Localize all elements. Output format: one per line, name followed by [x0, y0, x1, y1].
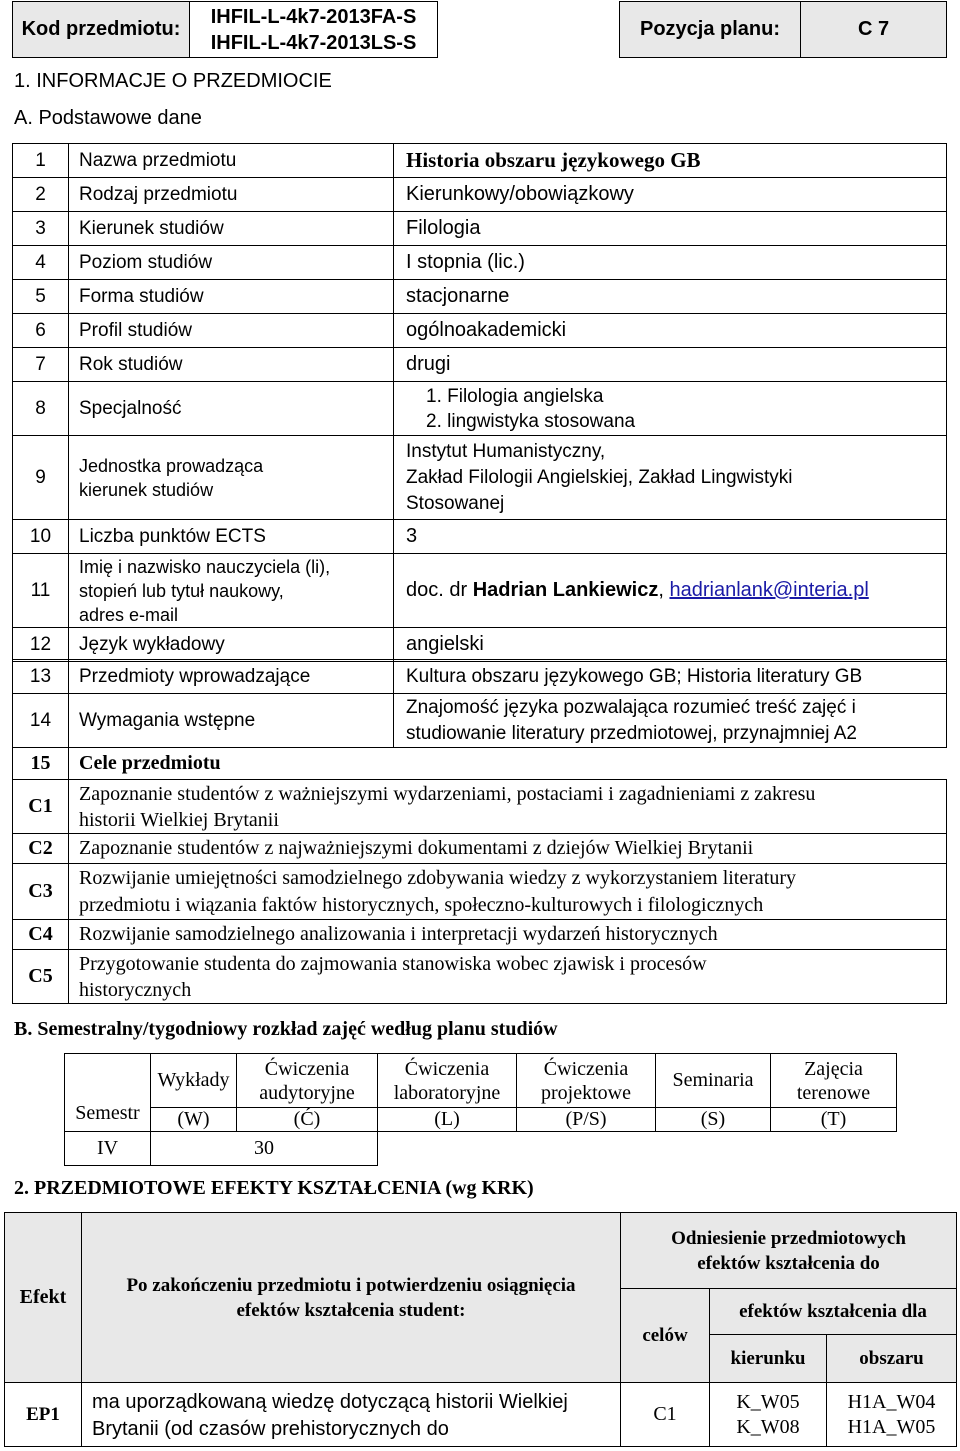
- row-value: stacjonarne: [394, 280, 947, 314]
- goals-ref-header: celów: [621, 1289, 710, 1383]
- section-1-title: 1. INFORMACJE O PRZEDMIOCIE: [14, 70, 332, 92]
- goal-code: C1: [13, 780, 69, 834]
- direction-ref: K_W08: [736, 1415, 800, 1438]
- header-line: audytoryjne: [259, 1081, 355, 1104]
- row-number: 4: [13, 246, 69, 280]
- subsection-b-title: B. Semestralny/tygodniowy rozkład zajęć według planu studiów: [14, 1018, 558, 1040]
- header-table: [12, 1, 947, 58]
- row-label: Profil studiów: [69, 314, 394, 348]
- language-value: angielski: [394, 628, 947, 662]
- header-line: efektów kształcenia do: [697, 1252, 880, 1274]
- row-label-line: Jednostka prowadząca: [79, 455, 264, 476]
- course-name: Historia obszaru językowego GB: [394, 144, 947, 178]
- row-label: Kierunek studiów: [69, 212, 394, 246]
- unit-value: [394, 436, 947, 520]
- row-label: Rodzaj przedmiotu: [69, 178, 394, 212]
- effect-description-line: ma uporządkowaną wiedzę dotyczącą historii Wielkiej: [92, 1391, 568, 1413]
- field-classes-header: [771, 1054, 897, 1108]
- lectures-hours: 30: [151, 1132, 378, 1166]
- goal-line: Rozwijanie umiejętności samodzielnego zdobywania wiedzy z wykorzystaniem literatury: [79, 866, 796, 889]
- goal-text: [69, 780, 947, 834]
- goal-text: Zapoznanie studentów z najważniejszymi dokumentami z dziejów Wielkiej Brytanii: [69, 834, 947, 864]
- header-line: Odniesienie przedmiotowych: [671, 1227, 906, 1249]
- goal-code: C5: [13, 950, 69, 1004]
- goal-text: [69, 864, 947, 920]
- basic-data-table: [12, 143, 947, 662]
- effects-for-header: efektów kształcenia dla: [710, 1289, 957, 1335]
- header-line: Po zakończeniu przedmiotu i potwierdzeniu osiągnięcia: [126, 1274, 576, 1296]
- header-line: Ćwiczenia: [264, 1057, 350, 1080]
- goal-code: C3: [13, 864, 69, 920]
- row-number: 1: [13, 144, 69, 178]
- code-seminars: (S): [656, 1108, 771, 1132]
- effect-description-line: Brytanii (od czasów prehistorycznych do: [92, 1418, 449, 1440]
- goal-line: przedmiotu i wiązania faktów historycznych, społeczno-kulturowych i filologicznych: [79, 893, 764, 916]
- header-line: Zajęcia: [804, 1057, 863, 1080]
- row-label-line: Imię i nazwisko nauczyciela (li),: [79, 556, 331, 577]
- ects-value: 3: [394, 520, 947, 554]
- reference-header: [621, 1213, 957, 1289]
- header-spacer: [438, 2, 620, 58]
- teacher-title: doc. dr: [406, 579, 468, 601]
- goal-line: Zapoznanie studentów z ważniejszymi wydarzeniami, postaciami i zagadnieniami z zakresu: [79, 782, 816, 805]
- row-label: Nazwa przedmiotu: [69, 144, 394, 178]
- goals-title: Cele przedmiotu: [69, 748, 947, 780]
- teacher-name: Hadrian Lankiewicz: [472, 579, 659, 601]
- row-label: Wymagania wstępne: [69, 694, 394, 748]
- semester-header: Semestr: [65, 1054, 151, 1132]
- effect-direction-refs: [710, 1383, 827, 1447]
- row-number: 9: [13, 436, 69, 520]
- row-number: 12: [13, 628, 69, 662]
- header-line: efektów kształcenia student:: [236, 1299, 466, 1321]
- row-number: 2: [13, 178, 69, 212]
- plan-position-label: Pozycja planu:: [620, 2, 801, 58]
- row-value: ogólnoakademicki: [394, 314, 947, 348]
- course-code-value: [190, 2, 438, 58]
- row-number: 14: [13, 694, 69, 748]
- subsection-a-title: A. Podstawowe dane: [14, 107, 202, 129]
- effects-table: [4, 1212, 957, 1447]
- unit-line: Stosowanej: [406, 492, 505, 514]
- specialization-list: [394, 382, 947, 436]
- row-value: drugi: [394, 348, 947, 382]
- seminars-header: Seminaria: [656, 1054, 771, 1108]
- goal-line: historii Wielkiej Brytanii: [79, 808, 279, 831]
- requirements-line: Znajomość języka pozwalająca rozumieć treść zajęć i: [406, 696, 856, 718]
- row-number: 3: [13, 212, 69, 246]
- code-lab: (L): [378, 1108, 517, 1132]
- introductory-courses-value: Kultura obszaru językowego GB; Historia literatury GB: [394, 660, 947, 694]
- teacher-email-link[interactable]: hadrianlank@interia.pl: [669, 579, 869, 601]
- auditory-exercises-header: [237, 1054, 378, 1108]
- code-project: (P/S): [517, 1108, 656, 1132]
- semester-value: IV: [65, 1132, 151, 1166]
- requirements-value: [394, 694, 947, 748]
- specialization-item: 2. lingwistyka stosowana: [426, 410, 636, 432]
- code-field: (T): [771, 1108, 897, 1132]
- header-line: Ćwiczenia: [404, 1057, 490, 1080]
- effect-description-header: [82, 1213, 621, 1383]
- area-ref: H1A_W05: [847, 1415, 936, 1438]
- course-code-label: Kod przedmiotu:: [13, 2, 190, 58]
- row-label-line: kierunek studiów: [79, 479, 214, 500]
- header-line: terenowe: [796, 1081, 871, 1104]
- row-value: I stopnia (lic.): [394, 246, 947, 280]
- unit-line: Zakład Filologii Angielskiej, Zakład Lingwistyki: [406, 466, 793, 488]
- code-auditory: (Ć): [237, 1108, 378, 1132]
- teacher-value: [394, 554, 947, 628]
- row-label: [69, 436, 394, 520]
- goal-code: C2: [13, 834, 69, 864]
- area-header: obszaru: [827, 1335, 957, 1383]
- goal-text: [69, 950, 947, 1004]
- plan-position-value: C 7: [801, 2, 947, 58]
- teacher-separator: ,: [658, 579, 664, 601]
- row-number: 10: [13, 520, 69, 554]
- goal-line: historycznych: [79, 978, 192, 1001]
- row-label: Liczba punktów ECTS: [69, 520, 394, 554]
- effect-code: EP1: [5, 1383, 82, 1447]
- lab-exercises-header: [378, 1054, 517, 1108]
- row-number: 11: [13, 554, 69, 628]
- row-value: Kierunkowy/obowiązkowy: [394, 178, 947, 212]
- requirements-line: studiowanie literatury przedmiotowej, przynajmniej A2: [406, 722, 857, 744]
- prerequisites-table: [12, 659, 947, 748]
- lectures-header: Wykłady: [151, 1054, 237, 1108]
- effect-header: Efekt: [5, 1213, 82, 1383]
- course-code-line-1: IHFIL-L-4k7-2013FA-S: [210, 5, 417, 28]
- row-label: Rok studiów: [69, 348, 394, 382]
- goal-code: C4: [13, 920, 69, 950]
- row-label-line: stopień lub tytuł naukowy,: [79, 580, 284, 601]
- header-line: Ćwiczenia: [543, 1057, 629, 1080]
- section-2-title: 2. PRZEDMIOTOWE EFEKTY KSZTAŁCENIA (wg KRK): [14, 1177, 534, 1199]
- header-line: projektowe: [541, 1081, 631, 1104]
- row-number: 5: [13, 280, 69, 314]
- row-label: Poziom studiów: [69, 246, 394, 280]
- project-exercises-header: [517, 1054, 656, 1108]
- direction-ref: K_W05: [736, 1390, 800, 1413]
- course-code-line-2: IHFIL-L-4k7-2013LS-S: [210, 31, 417, 54]
- row-label: Specjalność: [69, 382, 394, 436]
- row-number: 6: [13, 314, 69, 348]
- goals-number: 15: [13, 748, 69, 780]
- schedule-table: [64, 1053, 897, 1166]
- row-number: 13: [13, 660, 69, 694]
- effect-description: [82, 1383, 621, 1447]
- unit-line: Instytut Humanistyczny,: [406, 440, 606, 462]
- code-lectures: (W): [151, 1108, 237, 1132]
- header-line: laboratoryjne: [393, 1081, 501, 1104]
- area-ref: H1A_W04: [847, 1390, 936, 1413]
- row-label: Przedmioty wprowadzające: [69, 660, 394, 694]
- row-value: Filologia: [394, 212, 947, 246]
- goal-text: Rozwijanie samodzielnego analizowania i interpretacji wydarzeń historycznych: [69, 920, 947, 950]
- effect-goal-ref: C1: [621, 1383, 710, 1447]
- row-number: 8: [13, 382, 69, 436]
- direction-header: kierunku: [710, 1335, 827, 1383]
- goal-line: Przygotowanie studenta do zajmowania stanowiska wobec zjawisk i procesów: [79, 952, 707, 975]
- schedule-empty: [378, 1132, 897, 1166]
- row-label: [69, 554, 394, 628]
- specialization-item: 1. Filologia angielska: [426, 385, 604, 407]
- effect-area-refs: [827, 1383, 957, 1447]
- row-label: Forma studiów: [69, 280, 394, 314]
- row-label: Język wykładowy: [69, 628, 394, 662]
- row-number: 7: [13, 348, 69, 382]
- goals-table: [12, 747, 947, 1004]
- row-label-line: adres e-mail: [79, 604, 179, 625]
